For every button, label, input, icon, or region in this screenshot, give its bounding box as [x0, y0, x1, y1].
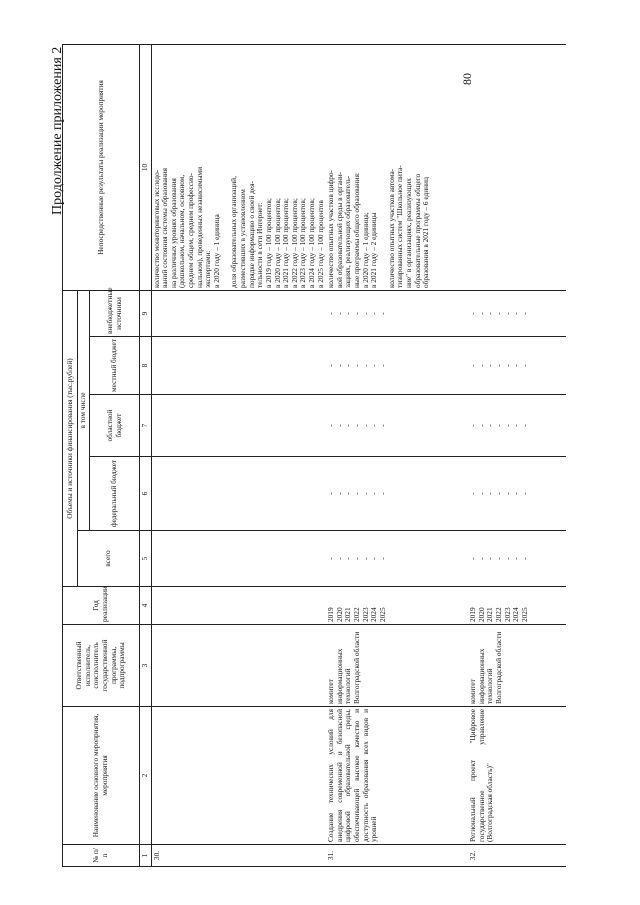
result-line: в 2020 году – 1 единица; [360, 212, 370, 288]
funding-dash: - [468, 312, 478, 315]
funding-dash: - [476, 492, 486, 495]
result-line: тизированных систем "Школьное пита- [395, 165, 405, 288]
result-line: нальном), проведенных независимыми [194, 166, 204, 288]
responsible-executor [151, 625, 326, 707]
header-name: Наименование основного мероприятия, мероприятия [63, 707, 140, 845]
funding-dash: - [334, 364, 344, 367]
funding-dash: - [334, 312, 344, 315]
funding-dash: - [334, 424, 344, 427]
result-line: в 2019 году – 100 процентов; [263, 198, 273, 288]
measure-name: Создание технических условий для внедрения современной и безопасной цифровой образовательной среды, обеспечивающей высокое качество и доступность образования всех видов и уровней [326, 707, 468, 845]
funding-dash: - [326, 492, 336, 495]
funding-dash: - [326, 557, 336, 560]
responsible-executor: комитет информационных технологий Волгоградской области [468, 625, 566, 707]
header-regional: областной бюджет [90, 395, 140, 457]
funding-extra [151, 290, 326, 336]
funding-dash: - [485, 424, 495, 427]
funding-dash: - [485, 312, 495, 315]
funding-dash: - [511, 492, 521, 495]
year-value: 2020 [334, 607, 344, 622]
result-line: на различных уровнях образования [168, 178, 178, 288]
funding-dash: - [360, 492, 370, 495]
result-line: доля образовательных организаций, [229, 176, 239, 288]
column-number: 7 [140, 395, 152, 457]
funding-dash: - [326, 424, 336, 427]
funding-dash: - [485, 492, 495, 495]
table-row [151, 44, 326, 866]
funding-dash: - [468, 364, 478, 367]
header-including: в том числе [78, 290, 90, 530]
funding-local [468, 337, 566, 395]
year-value: 2019 [326, 607, 336, 622]
funding-dash: - [511, 364, 521, 367]
funding-federal [468, 457, 566, 531]
funding-dash: - [369, 492, 379, 495]
year-value: 2025 [519, 607, 529, 622]
result-line: количество опытных участков автома- [386, 168, 396, 288]
result-line: образовательные программы общего [412, 173, 422, 288]
funding-total [151, 531, 326, 587]
column-number: 3 [140, 625, 152, 707]
result-line: в 2023 году – 100 процентов; [298, 198, 308, 288]
column-number: 5 [140, 531, 152, 587]
funding-dash: - [519, 557, 529, 560]
measure-results [326, 44, 468, 290]
funding-dash: - [494, 312, 504, 315]
column-number-row [140, 44, 152, 866]
funding-dash: - [519, 312, 529, 315]
funding-dash: - [377, 312, 387, 315]
funding-dash: - [377, 424, 387, 427]
result-line: порядке информацию о своей дея- [246, 181, 256, 288]
column-number: 8 [140, 337, 152, 395]
result-line: образования в 2021 году – 6 единиц [421, 177, 431, 288]
funding-dash: - [476, 364, 486, 367]
measure-results [151, 44, 326, 290]
funding-federal [151, 457, 326, 531]
funding-total [326, 531, 468, 587]
header-local: местный бюджет [90, 337, 140, 395]
funding-dash: - [377, 557, 387, 560]
funding-total [468, 531, 566, 587]
row-number: 30. [151, 845, 326, 867]
funding-dash: - [352, 557, 362, 560]
column-number: 4 [140, 587, 152, 625]
result-line: количество опытных участков цифро- [326, 170, 336, 288]
funding-dash: - [360, 557, 370, 560]
row-number: 31. [326, 845, 468, 867]
column-number: 6 [140, 457, 152, 531]
result-line: в 2022 году – 100 процентов; [289, 198, 299, 288]
funding-dash: - [360, 312, 370, 315]
column-number: 9 [140, 290, 152, 336]
header-num: № п/п [63, 845, 140, 867]
funding-dash: - [369, 557, 379, 560]
result-line: вой образовательной среды в органи- [334, 171, 344, 288]
result-line: экспертами: [203, 250, 213, 288]
funding-dash: - [519, 424, 529, 427]
measure-name [151, 707, 326, 845]
header-extra: внебюджетные источники [90, 290, 140, 336]
funding-dash: - [326, 312, 336, 315]
year-value: 2024 [369, 607, 379, 622]
result-line: ные программы общего образования: [352, 172, 362, 288]
funding-regional [468, 395, 566, 457]
funding-dash: - [468, 492, 478, 495]
funding-dash: - [511, 312, 521, 315]
implementation-years [151, 587, 326, 625]
funding-dash: - [494, 424, 504, 427]
funding-dash: - [343, 557, 353, 560]
funding-dash: - [519, 364, 529, 367]
funding-dash: - [352, 312, 362, 315]
funding-dash: - [369, 424, 379, 427]
funding-dash: - [360, 364, 370, 367]
header-federal: федеральный бюджет [90, 457, 140, 531]
implementation-years [326, 587, 468, 625]
funding-dash: - [511, 557, 521, 560]
year-value: 2024 [511, 607, 521, 622]
funding-dash: - [485, 557, 495, 560]
funding-dash: - [377, 492, 387, 495]
header-responsible: Ответственный исполнитель, соисполнитель государственной программы, подпрограммы [63, 625, 140, 707]
funding-dash: - [511, 424, 521, 427]
funding-dash: - [334, 557, 344, 560]
year-value: 2025 [377, 607, 387, 622]
header-year: Год реализации [63, 587, 140, 625]
result-line: в 2020 году – 1 единица [211, 214, 221, 288]
funding-dash: - [334, 492, 344, 495]
year-value: 2022 [494, 607, 504, 622]
page-number: 80 [460, 73, 474, 85]
measure-results [468, 44, 566, 290]
result-line: количество мониторинговых исследо- [151, 169, 161, 288]
funding-dash: - [468, 424, 478, 427]
funding-extra [326, 290, 468, 336]
result-line: зациях, реализующих образователь- [343, 175, 353, 288]
result-line: ние" в организациях, реализующих [404, 178, 414, 288]
funding-dash: - [352, 364, 362, 367]
funding-dash: - [352, 424, 362, 427]
funding-dash: - [485, 364, 495, 367]
funding-dash: - [326, 364, 336, 367]
year-value: 2023 [360, 607, 370, 622]
funding-dash: - [494, 557, 504, 560]
funding-dash: - [494, 364, 504, 367]
measure-name: Региональный проект "Цифровое государственное управление (Волгоградская область)" [468, 707, 566, 845]
row-number: 32. [468, 845, 566, 867]
year-value: 2021 [343, 607, 353, 622]
funding-regional [151, 395, 326, 457]
funding-dash: - [377, 364, 387, 367]
table-row [326, 44, 468, 866]
year-value: 2019 [468, 607, 478, 622]
implementation-years [468, 587, 566, 625]
header-funding: Объемы и источники финансирования (тыс.рублей) [63, 290, 78, 586]
funding-local [151, 337, 326, 395]
column-number: 1 [140, 845, 152, 867]
funding-dash: - [343, 424, 353, 427]
funding-dash: - [369, 364, 379, 367]
funding-dash: - [343, 492, 353, 495]
continuation-title: Продолжение приложения 2 [50, 46, 65, 215]
responsible-executor: комитет информационных технологий Волгоградской области [326, 625, 468, 707]
funding-dash: - [369, 312, 379, 315]
year-value: 2021 [485, 607, 495, 622]
funding-dash: - [519, 492, 529, 495]
funding-regional [326, 395, 468, 457]
funding-dash: - [502, 424, 512, 427]
result-line: разместивших в установленном [238, 189, 248, 288]
funding-dash: - [476, 312, 486, 315]
funding-dash: - [343, 364, 353, 367]
result-line: в 2025 году – 100 процентов [315, 200, 325, 288]
funding-dash: - [502, 364, 512, 367]
header-results: Непосредственные результаты реализации мероприятия [63, 44, 140, 290]
funding-dash: - [502, 312, 512, 315]
year-value: 2020 [476, 607, 486, 622]
result-line: ваний состояния системы образования [160, 167, 170, 288]
table-body [151, 44, 566, 866]
result-line: в 2021 году – 100 процентов; [281, 198, 291, 288]
funding-dash: - [476, 557, 486, 560]
funding-dash: - [468, 557, 478, 560]
funding-dash: - [502, 492, 512, 495]
result-line: тельности в сети Интернет: [255, 202, 265, 288]
funding-dash: - [352, 492, 362, 495]
result-line: в 2021 году – 2 единицы [369, 212, 379, 288]
result-line: в 2024 году – 100 процентов; [306, 198, 316, 288]
result-line: (дошкольном, начальном, основном, [177, 174, 187, 288]
year-value: 2023 [502, 607, 512, 622]
funding-dash: - [343, 312, 353, 315]
column-number: 2 [140, 707, 152, 845]
funding-federal [326, 457, 468, 531]
program-measures-table [62, 44, 566, 867]
column-number: 10 [140, 44, 152, 290]
funding-dash: - [360, 424, 370, 427]
table-row [468, 44, 566, 866]
funding-local [326, 337, 468, 395]
funding-dash: - [494, 492, 504, 495]
year-value: 2022 [352, 607, 362, 622]
result-line: среднем общем, среднем профессио- [186, 173, 196, 288]
funding-dash: - [502, 557, 512, 560]
funding-dash: - [476, 424, 486, 427]
header-total: всего [78, 531, 140, 587]
funding-extra [468, 290, 566, 336]
result-line: в 2020 году – 100 процентов; [272, 198, 282, 288]
